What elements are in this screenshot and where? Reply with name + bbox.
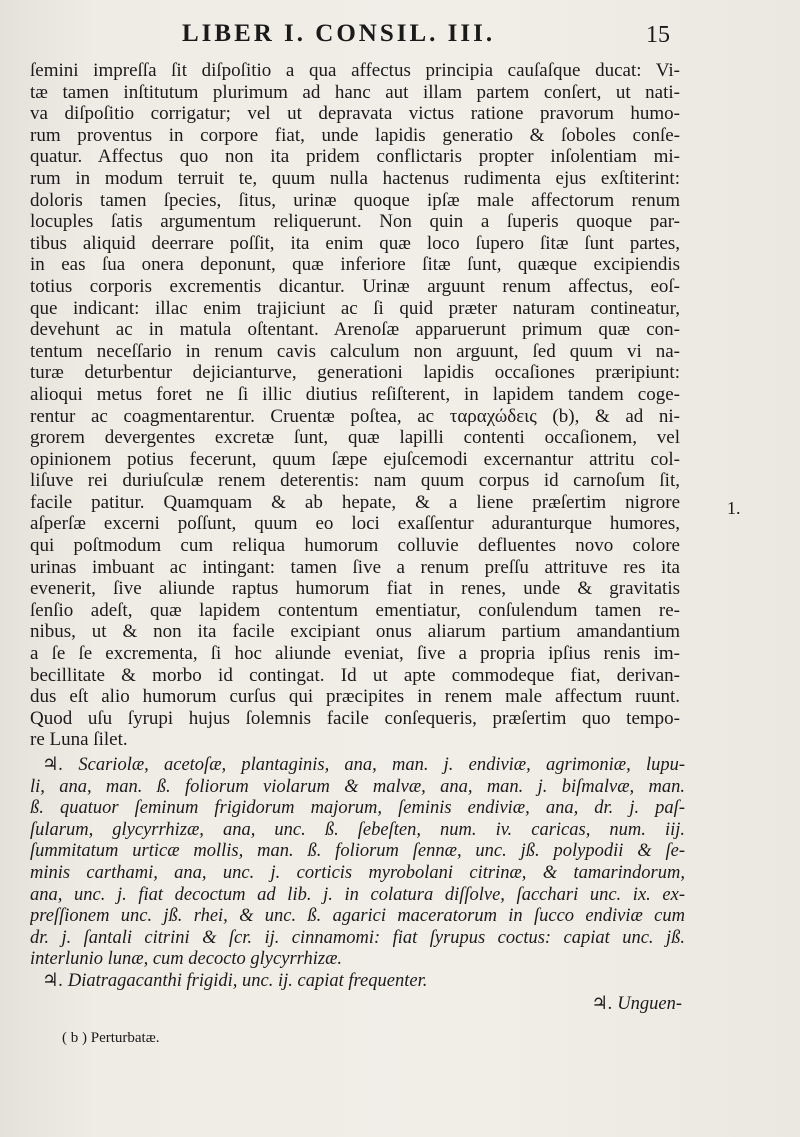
- text-line: qui poſtmodum cum reliqua humorum colluvie defluentes novo colore: [30, 535, 680, 557]
- text-line: in eas ſua onera deponunt, quæ inferiore ſitæ ſunt, quæque excipiendis: [30, 254, 680, 276]
- text-line: nibus, ut & non ita facile excipiant onus aliarum partium amandantium: [30, 621, 680, 643]
- recipe-line: ♃. Scariolæ, acetoſæ, plantaginis, ana, man. j. endiviæ, agrimoniæ, lupu-: [42, 755, 685, 775]
- text-line: Quod uſu ſyrupi hujus ſolemnis facile conſequeris, præſertim quo tempo-: [30, 707, 680, 729]
- recipe-line: minis carthami, ana, unc. j. corticis myrobolani citrinæ, & tamarindorum,: [30, 862, 685, 883]
- text-line: rum in modum terruit te, quum nulla hactenus rudimenta ejus exſtiterint:: [30, 167, 680, 189]
- recipe-line: ſummitatum urticæ mollis, man. ß. foliorum ſennæ, unc. jß. polypodii & ſe-: [30, 841, 685, 862]
- second-recipe: ♃. Diatragacanthi frigidi, unc. ij. capiat frequenter.: [42, 971, 428, 991]
- running-title: LIBER I. CONSIL. III.: [182, 20, 496, 47]
- text-line: urinas imbuant ac intingant: tamen ſive a renum preſſu attrituve res ita: [30, 556, 680, 578]
- text-line: turæ deturbentur dejicianturve, generationi lapidis occaſiones præripiunt:: [30, 362, 680, 384]
- text-line: becillitate & morbo id contingat. Id ut apte commodeque fiat, derivan-: [30, 664, 680, 686]
- text-line: locuples ſatis argumentum reliquerunt. Non quin a ſuperis quoque par-: [30, 211, 680, 233]
- text-line: tæ tamen inſtitutum plurimum ad hanc aut illam partem conſert, ut nati-: [30, 81, 680, 103]
- recipe-line: interlunio lunæ, cum decocto glycyrrhizæ.: [30, 949, 343, 970]
- recipe-line: ß. quatuor ſeminum frigidorum majorum, ſeminis endiviæ, ana, dr. j. paſ-: [30, 798, 685, 819]
- text-line: va diſpoſitio corrigatur; vel ut depravata victus ratione pravorum humo-: [30, 103, 680, 125]
- recipe-line: ana, unc. j. fiat decoctum ad lib. j. in colatura diſſolve, ſacchari unc. ix. ex-: [30, 884, 685, 905]
- text-line: rum proventus in corpore fiat, unde lapidis generatio & ſoboles conſe-: [30, 124, 680, 146]
- recipe-line: ſularum, glycyrrhizæ, ana, unc. ß. ſebeſten, num. iv. caricas, num. iij.: [30, 819, 685, 840]
- text-line: tentum neceſſario in renum cavis calculum non arguunt, ſed quum vi na-: [30, 340, 680, 362]
- recipe-block: [30, 755, 685, 971]
- text-line: tibus aliquid deerrare poſſit, ita enim quæ loco ſupero ſitæ ſunt partes,: [30, 232, 680, 254]
- recipe-line: dr. j. ſantali citrini & ſcr. ij. cinnamomi: fiat ſyrupus coctus: capiat unc. jß.: [30, 927, 685, 948]
- text-line: totius corporis excrementis dicantur. Urinæ arguunt renum affectus, eoſ-: [30, 275, 680, 297]
- text-line: quatur. Affectus quo non ita pridem conflictaris propter inſolentiam mi-: [30, 146, 680, 168]
- page-number: 15: [646, 22, 670, 48]
- footnote: ( b ) Perturbatæ.: [62, 1030, 160, 1046]
- text-line: dus eſt alio humorum curſus qui præcipites in renem male affectum ruunt.: [30, 686, 680, 708]
- margin-note: 1.: [727, 498, 741, 518]
- catchword: ♃. Unguen-: [591, 994, 682, 1014]
- text-line: a ſe ſe excrementa, ſi hoc aliunde eveniat, ſive a propria ipſius renis im-: [30, 643, 680, 665]
- text-line: grorem devergentes excretæ ſunt, quæ lapilli contenti occaſionem, vel: [30, 427, 680, 449]
- text-line: ſenſio adeſt, quæ lapidem contentum ementiatur, conſulendum tamen re-: [30, 599, 680, 621]
- text-line: que indicant: illac enim trajiciunt ac ſi quid præter naturam contineatur,: [30, 297, 680, 319]
- text-line: evenerit, ſive aliunde raptus humorum fiat in renes, unde & gravitatis: [30, 578, 680, 600]
- text-line: facile patitur. Quamquam & ab hepate, & a liene præſertim nigrore: [30, 491, 680, 513]
- main-text-block: [30, 60, 680, 751]
- text-line: devehunt ac in matula oſtentant. Arenoſæ apparuerunt primum quæ con-: [30, 319, 680, 341]
- text-line: aſperſæ excerni poſſunt, quum eo loci exaſſentur aduranturque humores,: [30, 513, 680, 535]
- text-line: alioqui metus foret ne ſi illic diutius reſiſterent, in lapidem tandem coge-: [30, 383, 680, 405]
- running-header: [30, 18, 670, 54]
- recipe-line: preſſionem unc. jß. rhei, & unc. ß. agarici maceratorum in ſucco endiviæ cum: [30, 906, 685, 927]
- text-line: doloris tamen ſpecies, ſitus, urinæ quoque ipſæ male affectorum renum: [30, 189, 680, 211]
- text-line: re Luna ſilet.: [30, 729, 128, 751]
- text-line: ſemini impreſſa ſit diſpoſitio a qua affectus principia cauſaſque ducat: Vi-: [30, 60, 680, 81]
- text-line: opinionem potius fecerunt, quum ſæpe ejuſcemodi excernantur attritu col-: [30, 448, 680, 470]
- text-line: liſuve rei duriuſculæ renem deterentis: nam quum corpus id carnoſum ſit,: [30, 470, 680, 492]
- recipe-line: li, ana, man. ß. foliorum violarum & malvæ, ana, man. j. biſmalvæ, man.: [30, 776, 685, 797]
- text-line: rentur ac coagmentarentur. Cruentæ poſtea, ac ταραχώδεις (b), & ad ni-: [30, 405, 680, 427]
